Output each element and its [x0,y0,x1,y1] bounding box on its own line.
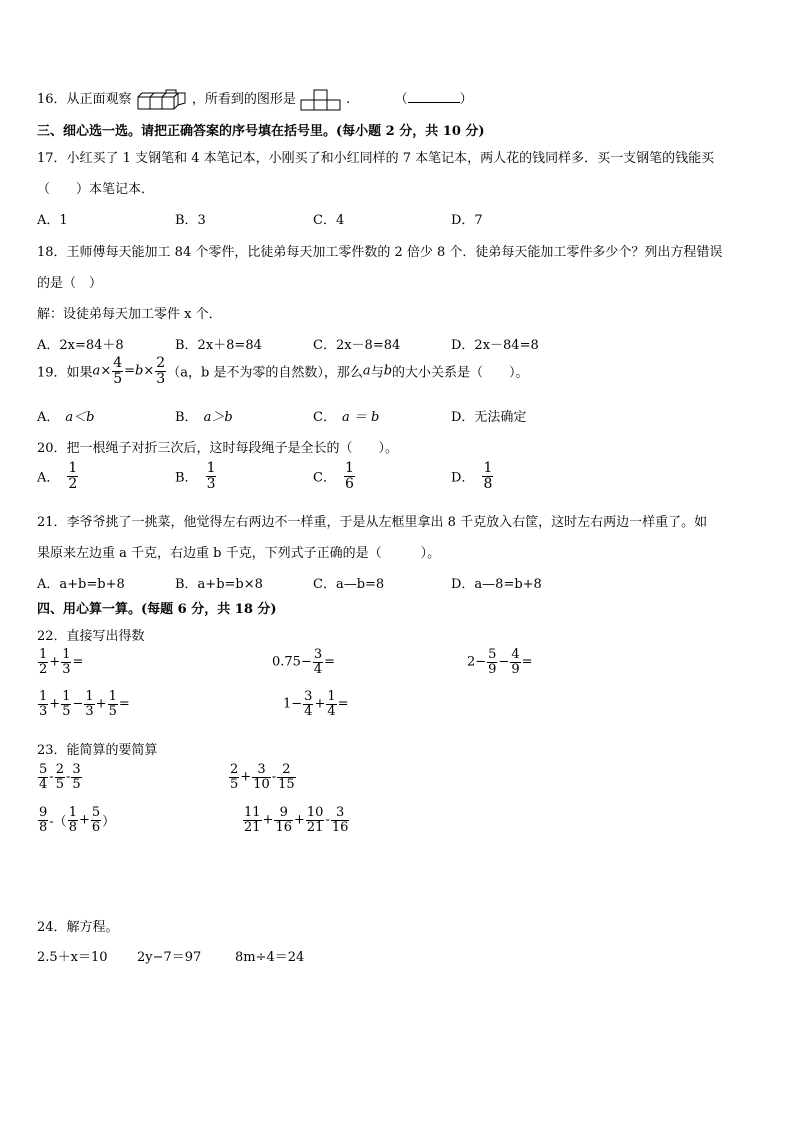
question-23-title: 23．能简算的要简算 [37,743,158,758]
answer-paren-open: （ [394,92,408,107]
question-21-line2: 果原来左边重 a 千克，右边重 b 千克，下列式子正确的是（ ）。 [37,546,441,561]
question-17-option-a[interactable]: A．1 [37,213,68,228]
q24-equation-1: 2.5＋x＝10 [37,950,108,965]
q22-expression-4: $\frac{1}{3}$ + $\frac{1}{5}$ − $\frac{1}{3}$ + $\frac{1}{5}$ = [39,689,130,719]
question-20-line1: 20．把一根绳子对折三次后，这时每段绳子是全长的（ ）。 [37,441,399,456]
var-b: b [135,363,144,379]
q23-expression-2: $\frac{2}{5}$ + $\frac{3}{10}$ - $\frac{2}{15}$ [230,762,295,792]
question-19-option-c[interactable]: C． a ＝ b [313,410,380,425]
question-19-and: 与 [370,365,384,381]
question-16 [37,88,473,111]
question-21-option-c[interactable]: C．a—b=8 [313,577,385,592]
fraction-4-5: $\frac{4}{5}$ [113,355,123,387]
question-17-line2: （ ）本笔记本． [37,182,155,197]
question-20-option-c[interactable]: C． $\frac{1}{6}$ [313,460,354,492]
question-21-option-d[interactable]: D．a—8=b+8 [451,577,542,592]
question-16-number: 16． [37,92,67,107]
question-17-option-b[interactable]: B．3 [175,213,206,228]
question-20-option-a[interactable]: A． $\frac{1}{2}$ [37,460,78,492]
q22-expression-2: 0.75− $\frac{3}{4}$ = [272,647,336,677]
question-19-ask: 的大小关系是（ ）。 [392,365,529,381]
question-16-text-a: 从正面观察 [66,92,132,107]
question-19-option-d[interactable]: D．无法确定 [451,410,527,425]
question-21-option-b[interactable]: B．a+b=b×8 [175,577,263,592]
question-18-option-a[interactable]: A．2x=84＋8 [37,338,124,353]
question-19-option-a[interactable]: A． a＜b [37,410,95,425]
q24-equation-2: 2y−7＝97 [137,950,202,965]
q24-equation-3: 8m÷4＝24 [235,950,305,965]
equals-sign: = [124,363,136,379]
question-18-line1: 18．王师傅每天能加工 84 个零件，比徒弟每天加工零件数的 2 倍少 8 个．徒弟每天能加工零件多少个？列出方程错误 [37,245,723,260]
cube-row-figure [137,89,187,111]
question-21-line1: 21．李爷爷挑了一挑菜，他觉得左右两边不一样重，于是从左框里拿出 8 千克放入右筐，这时左右两边一样重了。如 [37,515,708,530]
q22-expression-1: $\frac{1}{2}$ + $\frac{1}{3}$ = [39,647,84,677]
question-19-condition: （a，b 是不为零的自然数），那么 [167,365,363,381]
q23-expression-3: $\frac{9}{8}$ -（ $\frac{1}{8}$ + $\frac{5}{6}$ ） [39,805,116,835]
answer-paren-close: ） [459,92,473,107]
question-17-option-d[interactable]: D．7 [451,213,483,228]
question-22-title: 22．直接写出得数 [37,629,145,644]
q22-expression-5: 1− $\frac{3}{4}$ + $\frac{1}{4}$ = [283,689,349,719]
question-18-option-b[interactable]: B．2x＋8=84 [175,338,262,353]
question-21-option-a[interactable]: A．a+b=b+8 [37,577,125,592]
question-20-option-b[interactable]: B． $\frac{1}{3}$ [175,460,216,492]
question-18-line3: 解：设徒弟每天加工零件 x 个． [37,307,222,322]
var-a: a [362,363,371,379]
times-sign: × [143,363,155,379]
var-a: a [92,363,101,379]
times-sign: × [100,363,112,379]
question-19 [37,356,529,386]
fraction-2-3: $\frac{2}{3}$ [156,355,166,387]
question-18-line2: 的是（ ） [37,276,103,291]
question-18-option-d[interactable]: D．2x－84=8 [451,338,539,353]
question-20-option-d[interactable]: D． $\frac{1}{8}$ [451,460,493,492]
question-24-title: 24．解方程。 [37,920,119,935]
question-18-option-c[interactable]: C．2x－8=84 [313,338,401,353]
section-3-title: 三、细心选一选。请把正确答案的序号填在括号里。(每小题 2 分，共 10 分) [37,124,485,139]
question-17-option-c[interactable]: C．4 [313,213,345,228]
answer-blank[interactable] [408,92,460,103]
q23-expression-4: $\frac{11}{21}$ + $\frac{9}{16}$ + $\frac{10}{21}$ - $\frac{3}{16}$ [244,805,349,835]
front-view-figure [300,89,342,111]
question-16-text-b: ，所看到的图形是 [191,92,296,107]
question-19-number: 19．如果 [37,365,93,381]
question-19-option-b[interactable]: B． a＞b [175,410,233,425]
question-17-line1: 17．小红买了 1 支钢笔和 4 本笔记本，小刚买了和小红同样的 7 本笔记本，两人花的钱同样多．买一支钢笔的钱能买 [37,151,715,166]
section-4-title: 四、用心算一算。(每题 6 分，共 18 分) [37,602,277,617]
q23-expression-1: $\frac{5}{4}$ - $\frac{2}{5}$ - $\frac{3}{5}$ [39,762,81,792]
question-16-text-c: . [346,92,351,107]
var-b: b [383,363,393,379]
q22-expression-3: 2− $\frac{5}{9}$ − $\frac{4}{9}$ = [467,647,533,677]
